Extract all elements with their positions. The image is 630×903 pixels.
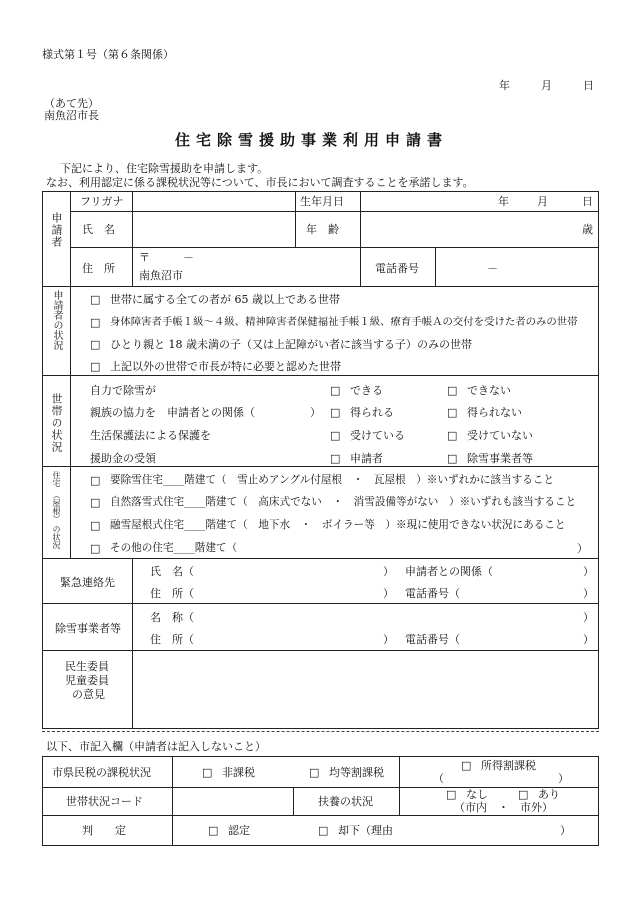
emergency-phone-label: 電話番号（ bbox=[405, 587, 460, 600]
dep-none: なし bbox=[466, 788, 488, 801]
dependents-label: 扶養の状況 bbox=[318, 795, 373, 808]
tax-opt2: 均等割課税 bbox=[329, 766, 384, 779]
tax-paren-close: ） bbox=[558, 772, 569, 785]
household-row-1-opt1: できる bbox=[350, 384, 383, 397]
phone-label: 電話番号 bbox=[375, 262, 419, 275]
status-checkbox-4[interactable]: □ bbox=[90, 360, 101, 373]
decision-approve: 認定 bbox=[228, 824, 250, 837]
contractor-label: 除雪事業者等 bbox=[55, 622, 121, 635]
household-row-2-opt2: 得られない bbox=[467, 406, 522, 419]
phone-dash: － bbox=[487, 262, 498, 275]
emergency-relation-close: ） bbox=[583, 565, 594, 578]
tax-checkbox-1[interactable]: □ bbox=[202, 766, 213, 779]
household-row-2-opt1: 得られる bbox=[350, 406, 394, 419]
addressee: 南魚沼市長 bbox=[44, 109, 99, 122]
tax-label: 市県民税の課税状況 bbox=[52, 766, 151, 779]
commissioner-line-1: 民生委員 bbox=[65, 660, 109, 673]
household-row-3-checkbox-2[interactable]: □ bbox=[447, 429, 458, 442]
address-label: 住 所 bbox=[82, 262, 115, 275]
age-unit: 歳 bbox=[582, 223, 593, 236]
household-row-2-label: 親族の協力を 申請者との関係（ ） bbox=[90, 406, 321, 419]
office-heading: 以下、市記入欄（申請者は記入しないこと） bbox=[46, 740, 266, 753]
commissioner-line-2: 児童委員 bbox=[65, 674, 109, 687]
house-item-4-close: ） bbox=[577, 542, 588, 555]
tax-checkbox-2[interactable]: □ bbox=[309, 766, 320, 779]
date-day: 日 bbox=[583, 79, 594, 92]
house-checkbox-3[interactable]: □ bbox=[90, 519, 101, 532]
house-item-4: その他の住宅____階建て（ bbox=[110, 542, 238, 554]
tax-opt3: 所得割課税 bbox=[481, 759, 536, 772]
decision-label: 判 定 bbox=[82, 824, 126, 837]
name-label: 氏 名 bbox=[82, 223, 115, 236]
emergency-name-close: ） bbox=[383, 565, 394, 578]
contractor-address-label: 住 所（ bbox=[150, 633, 194, 646]
emergency-label: 緊急連絡先 bbox=[60, 576, 115, 589]
house-item-2: 自然落雪式住宅____階建て（ 高床式でない ・ 消雪設備等がない ）※いずれも該当すること bbox=[110, 496, 577, 508]
commissioner-line-3: の意見 bbox=[72, 688, 105, 701]
household-row-3-checkbox-1[interactable]: □ bbox=[330, 429, 341, 442]
birth-day: 日 bbox=[582, 195, 593, 208]
house-item-3: 融雪屋根式住宅____階建て（ 地下水 ・ ボイラー等 ）※現に使用できない状況にあること bbox=[110, 519, 566, 531]
age-label: 年 齢 bbox=[306, 223, 339, 236]
postal-mark: 〒 bbox=[139, 251, 150, 264]
contractor-phone-close: ） bbox=[583, 633, 594, 646]
household-row-4-opt2: 除雪事業者等 bbox=[467, 452, 533, 465]
emergency-address-close: ） bbox=[383, 587, 394, 600]
household-code-label: 世帯状況コード bbox=[66, 795, 143, 808]
status-checkbox-2[interactable]: □ bbox=[90, 316, 101, 329]
status-section-label: 申請者の状況 bbox=[51, 290, 62, 350]
contractor-name-label: 名 称（ bbox=[150, 611, 194, 624]
house-section-label-tail: の状況 bbox=[52, 525, 61, 549]
dep-yes-checkbox[interactable]: □ bbox=[518, 788, 529, 801]
addressee-label: （あて先） bbox=[44, 97, 99, 110]
emergency-phone-close: ） bbox=[583, 587, 594, 600]
contractor-address-close: ） bbox=[383, 633, 394, 646]
household-row-4-checkbox-1[interactable]: □ bbox=[330, 452, 341, 465]
contractor-name-close: ） bbox=[583, 611, 594, 624]
intro-line-1: 下記により、住宅除雪援助を申請します。 bbox=[60, 162, 269, 175]
household-row-4-checkbox-2[interactable]: □ bbox=[447, 452, 458, 465]
tax-checkbox-3[interactable]: □ bbox=[461, 759, 472, 772]
household-row-4-label: 援助金の受領 bbox=[90, 452, 156, 465]
household-row-3-opt2: 受けていない bbox=[467, 429, 533, 442]
status-checkbox-3[interactable]: □ bbox=[90, 338, 101, 351]
postal-dash: － bbox=[183, 251, 194, 264]
emergency-relation-label: 申請者との関係（ bbox=[405, 565, 493, 578]
decision-reject-checkbox[interactable]: □ bbox=[318, 824, 329, 837]
household-row-4-opt1: 申請者 bbox=[350, 452, 383, 465]
status-item-2: 身体障害者手帳１級～４級、精神障害者保健福祉手帳１級、療育手帳Ａの交付を受けた者のみの世帯 bbox=[110, 316, 578, 328]
household-row-1-opt2: できない bbox=[467, 384, 511, 397]
house-section-label-paren: （屋根） bbox=[52, 491, 61, 523]
date-month: 月 bbox=[541, 79, 552, 92]
intro-line-2: なお、利用認定に係る課税状況等について、市長において調査することを承諾します。 bbox=[46, 176, 474, 189]
tax-opt1: 非課税 bbox=[222, 766, 255, 779]
birthdate-label: 生年月日 bbox=[300, 195, 344, 208]
status-item-3: ひとり親と 18 歳未満の子（又は上記障がい者に該当する子）のみの世帯 bbox=[110, 338, 472, 351]
tax-paren-open: （ bbox=[433, 772, 444, 785]
decision-close: ） bbox=[560, 824, 571, 837]
dep-yes: あり bbox=[538, 788, 560, 801]
dep-none-checkbox[interactable]: □ bbox=[446, 788, 457, 801]
applicant-section-label: 申請者 bbox=[50, 212, 63, 248]
birth-year: 年 bbox=[498, 195, 509, 208]
city: 南魚沼市 bbox=[139, 269, 183, 282]
house-checkbox-2[interactable]: □ bbox=[90, 496, 101, 509]
house-checkbox-4[interactable]: □ bbox=[90, 542, 101, 555]
house-section-label-main: 住宅 bbox=[52, 471, 61, 487]
household-row-3-opt1: 受けている bbox=[350, 429, 405, 442]
decision-reject: 却下（理由 bbox=[338, 824, 393, 837]
household-row-2-checkbox-2[interactable]: □ bbox=[447, 406, 458, 419]
status-checkbox-1[interactable]: □ bbox=[90, 293, 101, 306]
household-row-1-label: 自力で除雪が bbox=[90, 384, 156, 397]
house-item-1: 要除雪住宅____階建て（ 雪止めアングル付屋根 ・ 瓦屋根 ）※いずれかに該当すること bbox=[110, 474, 554, 486]
household-section-label: 世帯の状況 bbox=[50, 393, 63, 453]
page-title: 住宅除雪援助事業利用申請書 bbox=[175, 131, 449, 149]
household-row-1-checkbox-2[interactable]: □ bbox=[447, 384, 458, 397]
household-row-3-label: 生活保護法による保護を bbox=[90, 429, 211, 442]
house-checkbox-1[interactable]: □ bbox=[90, 474, 101, 487]
emergency-address-label: 住 所（ bbox=[150, 587, 194, 600]
birth-month: 月 bbox=[537, 195, 548, 208]
cut-line bbox=[42, 731, 599, 732]
status-item-4: 上記以外の世帯で市長が特に必要と認めた世帯 bbox=[110, 360, 341, 373]
furigana-label: フリガナ bbox=[80, 195, 124, 208]
contractor-phone-label: 電話番号（ bbox=[405, 633, 460, 646]
date-year: 年 bbox=[499, 79, 510, 92]
status-item-1: 世帯に属する全ての者が 65 歳以上である世帯 bbox=[110, 293, 340, 306]
form-number: 様式第１号（第６条関係） bbox=[42, 48, 174, 61]
emergency-name-label: 氏 名（ bbox=[150, 565, 194, 578]
household-row-1-checkbox-1[interactable]: □ bbox=[330, 384, 341, 397]
household-row-2-checkbox-1[interactable]: □ bbox=[330, 406, 341, 419]
decision-approve-checkbox[interactable]: □ bbox=[208, 824, 219, 837]
dep-place: （市内 ・ 市外） bbox=[454, 801, 553, 814]
